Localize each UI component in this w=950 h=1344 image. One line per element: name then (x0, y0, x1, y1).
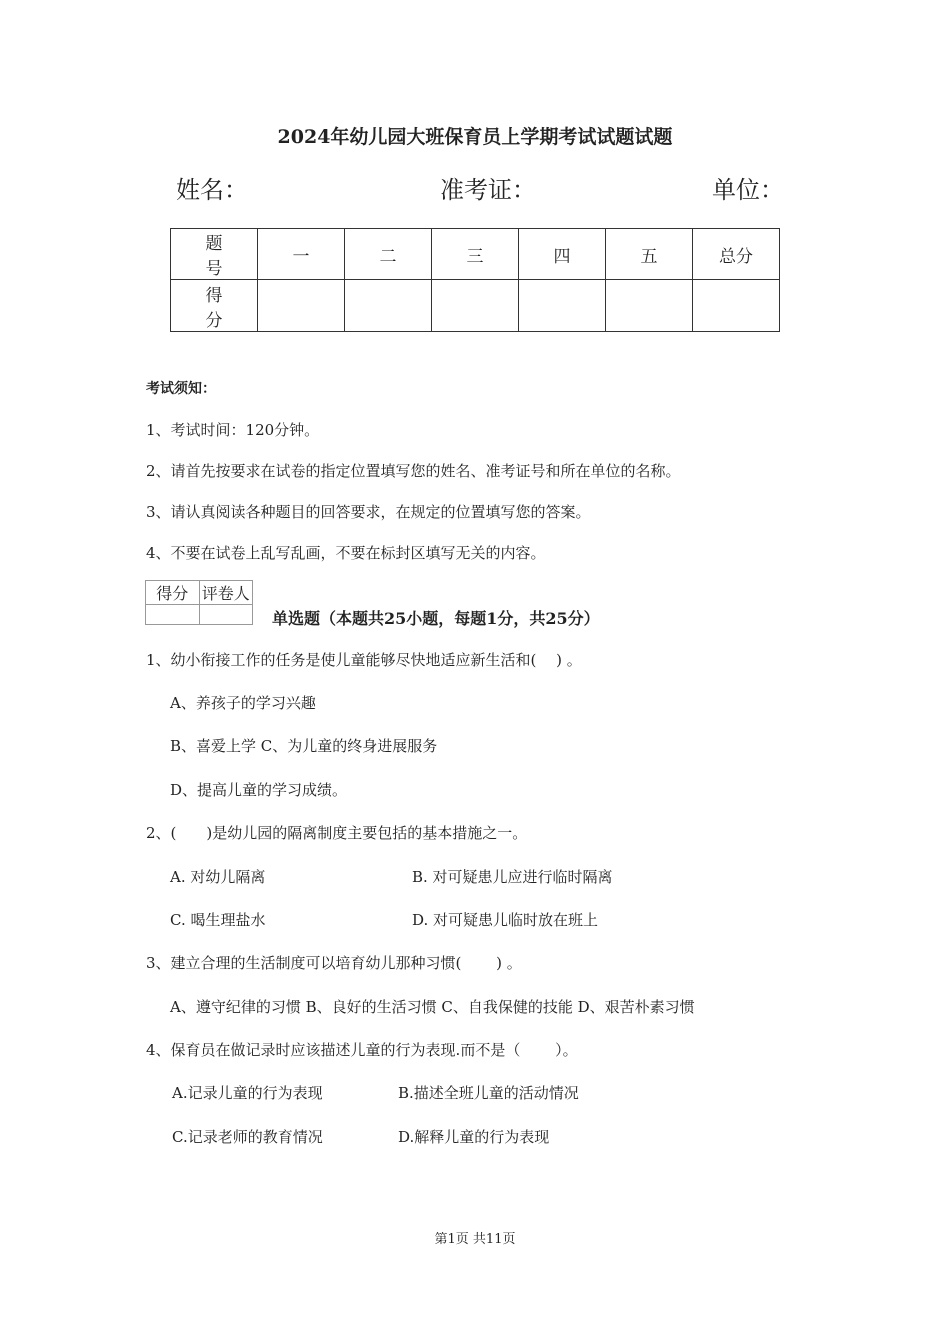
notice-item: 3、请认真阅读各种题目的回答要求，在规定的位置填写您的答案。 (146, 503, 591, 521)
score-column-header: 二 (345, 229, 432, 280)
score-table-score-row (171, 280, 780, 332)
question-stem: 3、建立合理的生活制度可以培育幼儿那种习惯( ) 。 (146, 954, 522, 972)
question-option: D.解释儿童的行为表现 (398, 1128, 550, 1146)
question-number-label: 题 号 (171, 229, 258, 280)
name-field-label: 姓名： (176, 176, 248, 204)
page-footer: 第1页 共11页 (434, 1232, 516, 1247)
score-table (170, 228, 780, 332)
notice-item: 2、请首先按要求在试卷的指定位置填写您的姓名、准考证号和所在单位的名称。 (146, 462, 681, 480)
grader-score-label: 得分 (146, 581, 200, 605)
score-cell[interactable] (345, 280, 432, 332)
exam-title: 2024年幼儿园大班保育员上学期考试试题试题 (277, 126, 673, 148)
question-stem: 1、幼小衔接工作的任务是使儿童能够尽快地适应新生活和( ) 。 (146, 651, 582, 669)
score-cell[interactable] (432, 280, 519, 332)
question-option: C.记录老师的教育情况 (172, 1128, 323, 1146)
notice-title: 考试须知： (146, 381, 216, 397)
question-option: D、提高儿童的学习成绩。 (170, 781, 348, 799)
question-option: A、养孩子的学习兴趣 (170, 694, 316, 712)
exam-number-field-label: 准考证： (440, 176, 536, 204)
score-column-header: 三 (432, 229, 519, 280)
score-column-header: 一 (258, 229, 345, 280)
question-option: A. 对幼儿隔离 (170, 868, 266, 886)
score-table-header-row (171, 229, 780, 280)
question-option: B、喜爱上学 C、为儿童的终身进展服务 (170, 737, 438, 755)
section-heading: 单选题（本题共25小题，每题1分，共25分） (272, 609, 600, 628)
score-cell[interactable] (693, 280, 780, 332)
score-cell[interactable] (258, 280, 345, 332)
question-stem: 2、( )是幼儿园的隔离制度主要包括的基本措施之一。 (146, 824, 528, 842)
question-option: C. 喝生理盐水 (170, 911, 266, 929)
score-column-header: 总分 (693, 229, 780, 280)
question-option: A.记录儿童的行为表现 (172, 1084, 323, 1102)
unit-field-label: 单位： (712, 176, 784, 204)
grader-name-label: 评卷人 (199, 581, 253, 605)
question-option: D. 对可疑患儿临时放在班上 (412, 911, 599, 929)
grader-name-cell[interactable] (199, 605, 253, 625)
grader-box (145, 580, 253, 625)
score-column-header: 五 (606, 229, 693, 280)
notice-item: 4、不要在试卷上乱写乱画，不要在标封区填写无关的内容。 (146, 544, 546, 562)
question-stem: 4、保育员在做记录时应该描述儿童的行为表现.而不是（ ）。 (146, 1041, 578, 1059)
question-option: A、遵守纪律的习惯 B、良好的生活习惯 C、自我保健的技能 D、艰苦朴素习惯 (170, 998, 695, 1016)
score-column-header: 四 (519, 229, 606, 280)
score-cell[interactable] (606, 280, 693, 332)
grader-score-cell[interactable] (146, 605, 200, 625)
score-row-label: 得 分 (171, 280, 258, 332)
notice-item: 1、考试时间：120分钟。 (146, 421, 320, 439)
question-option: B. 对可疑患儿应进行临时隔离 (412, 868, 613, 886)
question-option: B.描述全班儿童的活动情况 (398, 1084, 579, 1102)
score-cell[interactable] (519, 280, 606, 332)
